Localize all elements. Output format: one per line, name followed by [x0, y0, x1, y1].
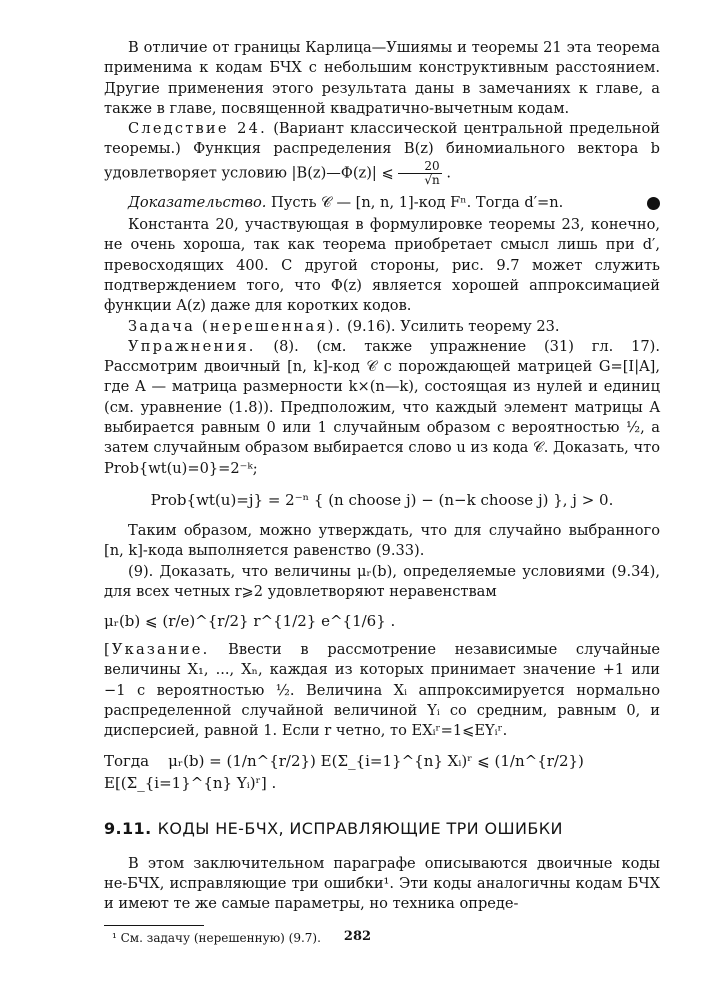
problem-label: Задача (нерешенная). [128, 317, 343, 335]
corollary-end: . [446, 164, 451, 182]
formula-lead: Тогда [104, 751, 150, 770]
proof-text: Пусть 𝒞 — [n, n, 1]-код Fⁿ. Тогда d′=n. [271, 193, 564, 211]
problem-text: (9.16). Усилить теорему 23. [347, 317, 560, 335]
hint [104, 640, 660, 741]
formula-body: μᵣ(b) = (1/n^{r/2}) E(Σ_{i=1}^{n} Xᵢ)ʳ ⩽ (1/n^{r/2}) E[(Σ_{i=1}^{n} Yᵢ)ʳ] . [104, 751, 584, 792]
section-heading [104, 818, 660, 840]
section-number: 9.11. [104, 818, 152, 838]
hint-label: [Указание. [104, 641, 210, 659]
footnote: ¹ См. задачу (нерешенную) (9.7). [112, 930, 321, 945]
footnote-divider [104, 925, 204, 926]
fraction-numerator: 20 [398, 160, 441, 174]
corollary-24 [104, 119, 660, 187]
corollary-text: (Вариант классической центральной предельной теоремы.) Функция распределения B(z) биномиального вектора b удовлетворяет условию |B(z)—Φ(z)| ⩽ [104, 120, 660, 182]
proof [104, 193, 660, 213]
open-problem [104, 317, 660, 337]
formula-moment-expectation [104, 750, 660, 794]
paragraph-conclusion: Таким образом, можно утверждать, что для случайно выбранного [n, k]-кода выполняется равенство (9.33). [104, 521, 660, 560]
end-of-proof-icon [647, 197, 660, 210]
exercises-label: Упражнения. [128, 337, 256, 355]
paragraph-section-intro: В этом заключительном параграфе описываются двоичные коды не-БЧХ, исправляющие три ошибки¹. Эти коды аналогичны кодам БЧХ и имеют те же самые параметры, но техника опреде- [104, 854, 660, 913]
paragraph-intro: В отличие от границы Карлица—Ушиямы и теоремы 21 эта теорема применима к кодам БЧХ с небольшим конструктивным расстоянием. Другие применения этого результата даны в замечаниях к главе, а также в главе, посвященной квадратично-вычетным кодам. [104, 39, 660, 117]
hint-text: Ввести в рассмотрение независимые случайные величины X₁, ..., Xₙ, каждая из которых принимает значение +1 или −1 с вероятностью ½. Величина Xᵢ аппроксимируется нормально распределенной случайной величиной Yᵢ со средним, равным 0, и дисперсией, равной 1. Если r четно, то EXᵢʳ=1⩽EYᵢʳ. [104, 641, 661, 740]
fraction-denominator: √n [424, 172, 440, 187]
section-title: КОДЫ НЕ-БЧХ, ИСПРАВЛЯЮЩИЕ ТРИ ОШИБКИ [157, 818, 563, 838]
bound-fraction [398, 160, 441, 187]
page-number: 282 [343, 929, 372, 944]
paragraph-constant: Константа 20, участвующая в формулировке теоремы 23, конечно, не очень хороша, так как теорема приобретает смысл лишь при d′, превосходящих 400. С другой стороны, рис. 9.7 может служить подтверждением того, что Φ(z) является хорошей аппроксимацией функции A(z) даже для коротких кодов. [104, 216, 660, 315]
formula-moment-bound: μᵣ(b) ⩽ (r/e)^{r/2} r^{1/2} e^{1/6} . [104, 612, 396, 631]
corollary-label: Следствие 24. [128, 120, 267, 138]
exercise-9: (9). Доказать, что величины μᵣ(b), определяемые условиями (9.34), для всех четных r⩾2 удовлетворяют неравенствам [104, 562, 660, 600]
exercises [104, 337, 660, 479]
formula-prob-weight: Prob{wt(u)=j} = 2⁻ⁿ { (n choose j) − (n−k choose j) }, j > 0. [150, 490, 614, 509]
proof-label: Доказательство. [128, 193, 267, 211]
exercise-8-text: (8). (см. также упражнение (31) гл. 17). Рассмотрим двоичный [n, k]-код 𝒞 с порождающей матрицей G=[I|A], где A — матрица размерности k×(n—k), состоящая из нулей и единиц (см. уравнение (1.8)). Предположим, что каждый элемент матрицы A выбирается равным 0 или 1 случайным образом с вероятностью ½, а затем случайным образом выбирается слово u из кода 𝒞. Доказать, что Prob{wt(u)=0}=2⁻ᵏ; [104, 337, 661, 477]
